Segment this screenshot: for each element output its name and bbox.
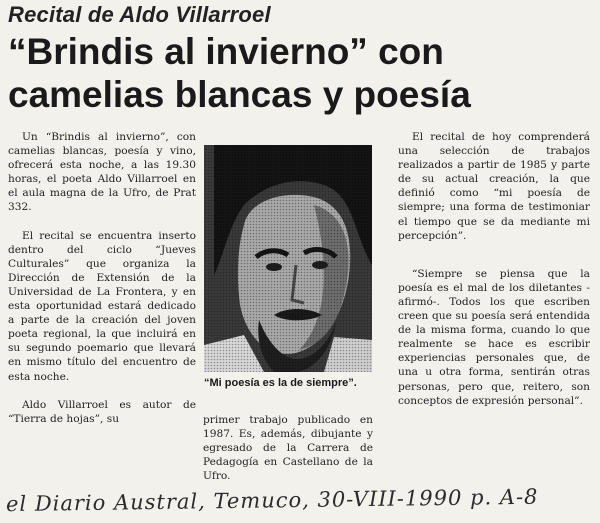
headline: “Brindis al invierno” con camelias blancas y poesía	[8, 31, 471, 115]
paragraph: El recital de hoy comprenderá una selección de trabajos realizados a partir de 1985 y parte de su actual creación, la que definió como “mi poesía de siempre; una forma de testimoniar el tiempo que se da mediante mi percepción”.	[398, 131, 590, 242]
handwritten-source-note: el Diario Austral, Temuco, 30-VIII-1990 p. A-8	[5, 484, 539, 517]
paragraph: El recital se encuentra inserto dentro del ciclo “Jueves Culturales” que organiza la Dirección de Extensión de la Universidad de La Frontera, y en esta oportunidad estará dedicado a parte de la creación del joven poeta regional, la que incluirá en su segundo poemario que llevará en mismo título del encuentro de esta noche.	[8, 229, 196, 383]
photo-caption: “Mi poesía es la de siempre”.	[204, 377, 357, 389]
portrait-photo	[204, 145, 372, 372]
kicker: Recital de Aldo Villarroel	[8, 2, 271, 27]
paragraph: Aldo Villarroel es autor de “Tierra de hojas”, su	[8, 398, 196, 425]
column-1	[8, 130, 196, 426]
column-2	[203, 413, 373, 483]
paragraph: Un “Brindis al invierno”, con camelias blancas, poesía y vino, ofrecerá esta noche, a las 19.30 horas, el poeta Aldo Villarroel en el aula magna de la Ufro, de Prat 332.	[8, 131, 196, 214]
paragraph: “Siempre se piensa que la poesía es el mal de los diletantes -afirmó-. Todos los que escriben creen que su poesía será entendida de la misma forma, cuando lo que realmente se hace es escribir experiencias personales que, de una u otra forma, sentirán otras personas, pero que, reitero, son conceptos de expresión personal”.	[398, 267, 590, 407]
paragraph: primer trabajo publicado en 1987. Es, además, dibujante y egresado de la Carrera de Pedagogía en Castellano de la Ufro.	[203, 414, 373, 483]
column-3	[398, 130, 590, 408]
portrait-image	[204, 145, 372, 372]
